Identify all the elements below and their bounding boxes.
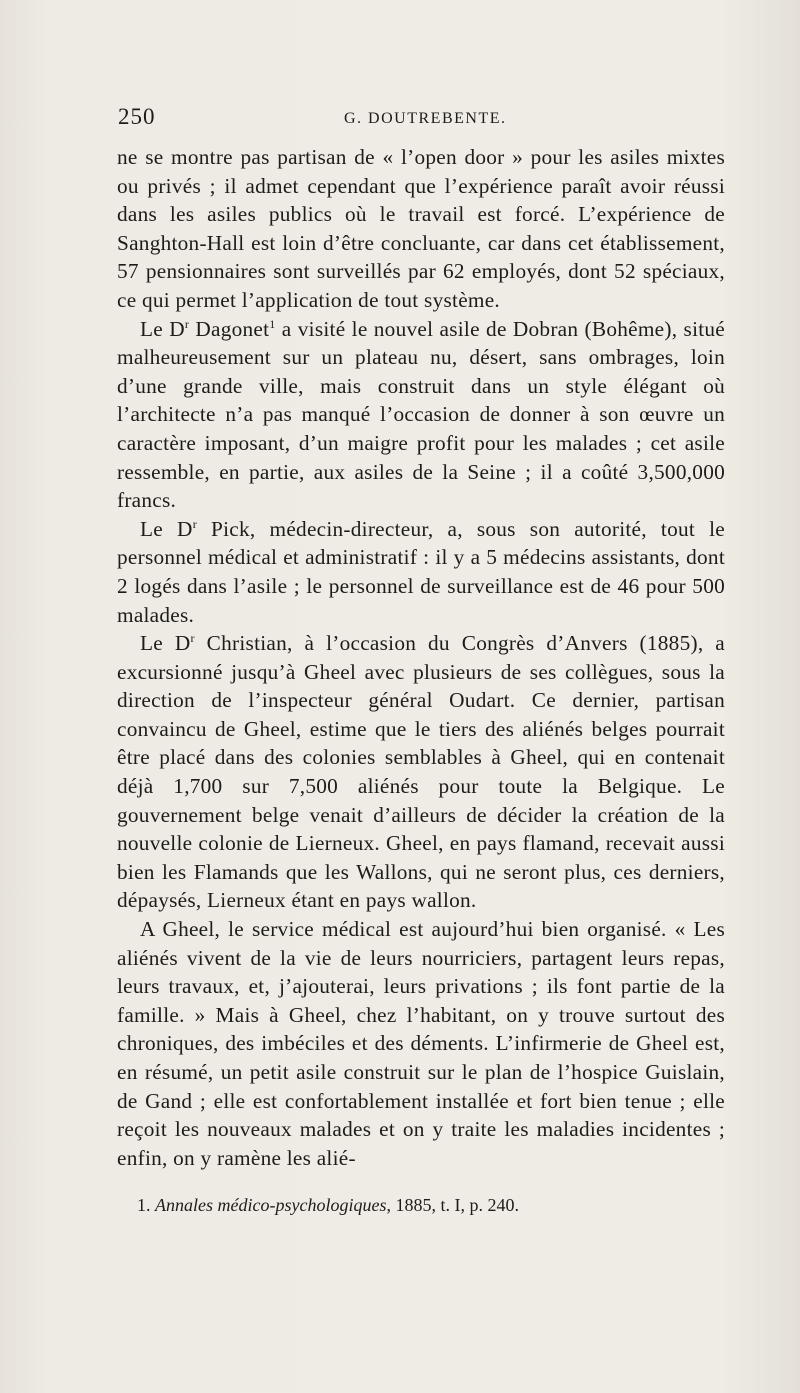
- body-text: [117, 143, 725, 1172]
- paragraph: Le $D^r$ Pick, médecin-directeur, a, sous son autorité, tout le personnel médical et administratif : il y a 5 médecins assistants, dont 2 logés dans l’asile ; le personnel de surveillance est de 46 pour 500 malades.: [117, 516, 725, 627]
- page-header: [118, 104, 723, 136]
- footnote-ref: 1: [269, 316, 276, 331]
- paragraph: Le $D^r$ Christian, à l’occasion du Congrès d’Anvers (1885), a excursionné jusqu’à Gheel avec plusieurs de ses collègues, sous la direction de l’inspecteur général Oudart. Ce dernier, partisan convaincu de Gheel, estime que le tiers des aliénés belges pourrait être placé dans des colonies semblables à Gheel, qui en contenait déjà 1,700 sur 7,500 aliénés pour toute la Belgique. Le gouvernement belge venait d’ailleurs de décider la création de la nouvelle colonie de Lierneux. Gheel, en pays flamand, recevait aussi bien les Flamands que les Wallons, qui ne seront plus, ces derniers, dépaysés, Lierneux étant en pays wallon.: [117, 631, 726, 913]
- paragraph: A Gheel, le service médical est aujourd’hui bien organisé. « Les aliénés vivent de la vie de leurs nourriciers, partagent leurs repas, leurs travaux, et, j’ajouterai, leurs privations ; ils font partie de la famille. » Mais à Gheel, chez l’habitant, on y trouve surtout des chroniques, des imbéciles et des déments. L’infirmerie de Gheel est, en résumé, un petit asile construit sur le plan de l’hospice Guislain, de Gand ; elle est confortablement installée et fort bien tenue ; elle reçoit les nouveaux malades et on y traite les maladies incidentes ; enfin, on y ramène les alié-: [117, 917, 725, 1170]
- paragraph: ne se montre pas partisan de « l’open door » pour les asiles mixtes ou privés ; il admet cependant que l’expérience paraît avoir réussi dans les asiles publics où le travail est forcé. L’expérience de Sanghton-Hall est loin d’être concluante, car dans cet établissement, 57 pensionnaires sont surveillés par 62 employés, dont 52 spéciaux, ce qui permet l’application de tout système.: [117, 145, 725, 312]
- footnote-number: 1.: [137, 1195, 151, 1215]
- page-number: 250: [118, 104, 156, 129]
- footnote-details: , 1885, t. I, p. 240.: [386, 1195, 519, 1215]
- running-head: G. DOUTREBENTE.: [344, 110, 507, 127]
- paragraph: Le $D^r$ Dagonet$^1$ a visité le nouvel asile de Dobran (Bohême), situé malheureusement sur un plateau nu, désert, sans ombrages, loin d’une grande ville, mais construit dans un style élégant où l’architecte n’a pas manqué l’occasion de donner à son œuvre un caractère imposant, d’un maigre profit pour les malades ; cet asile ressemble, en partie, aux asiles de la Seine ; il a coûté 3,500,000 francs.: [117, 316, 726, 513]
- footnote: [137, 1193, 727, 1217]
- footnote-journal: Annales médico-psychologiques: [155, 1195, 387, 1215]
